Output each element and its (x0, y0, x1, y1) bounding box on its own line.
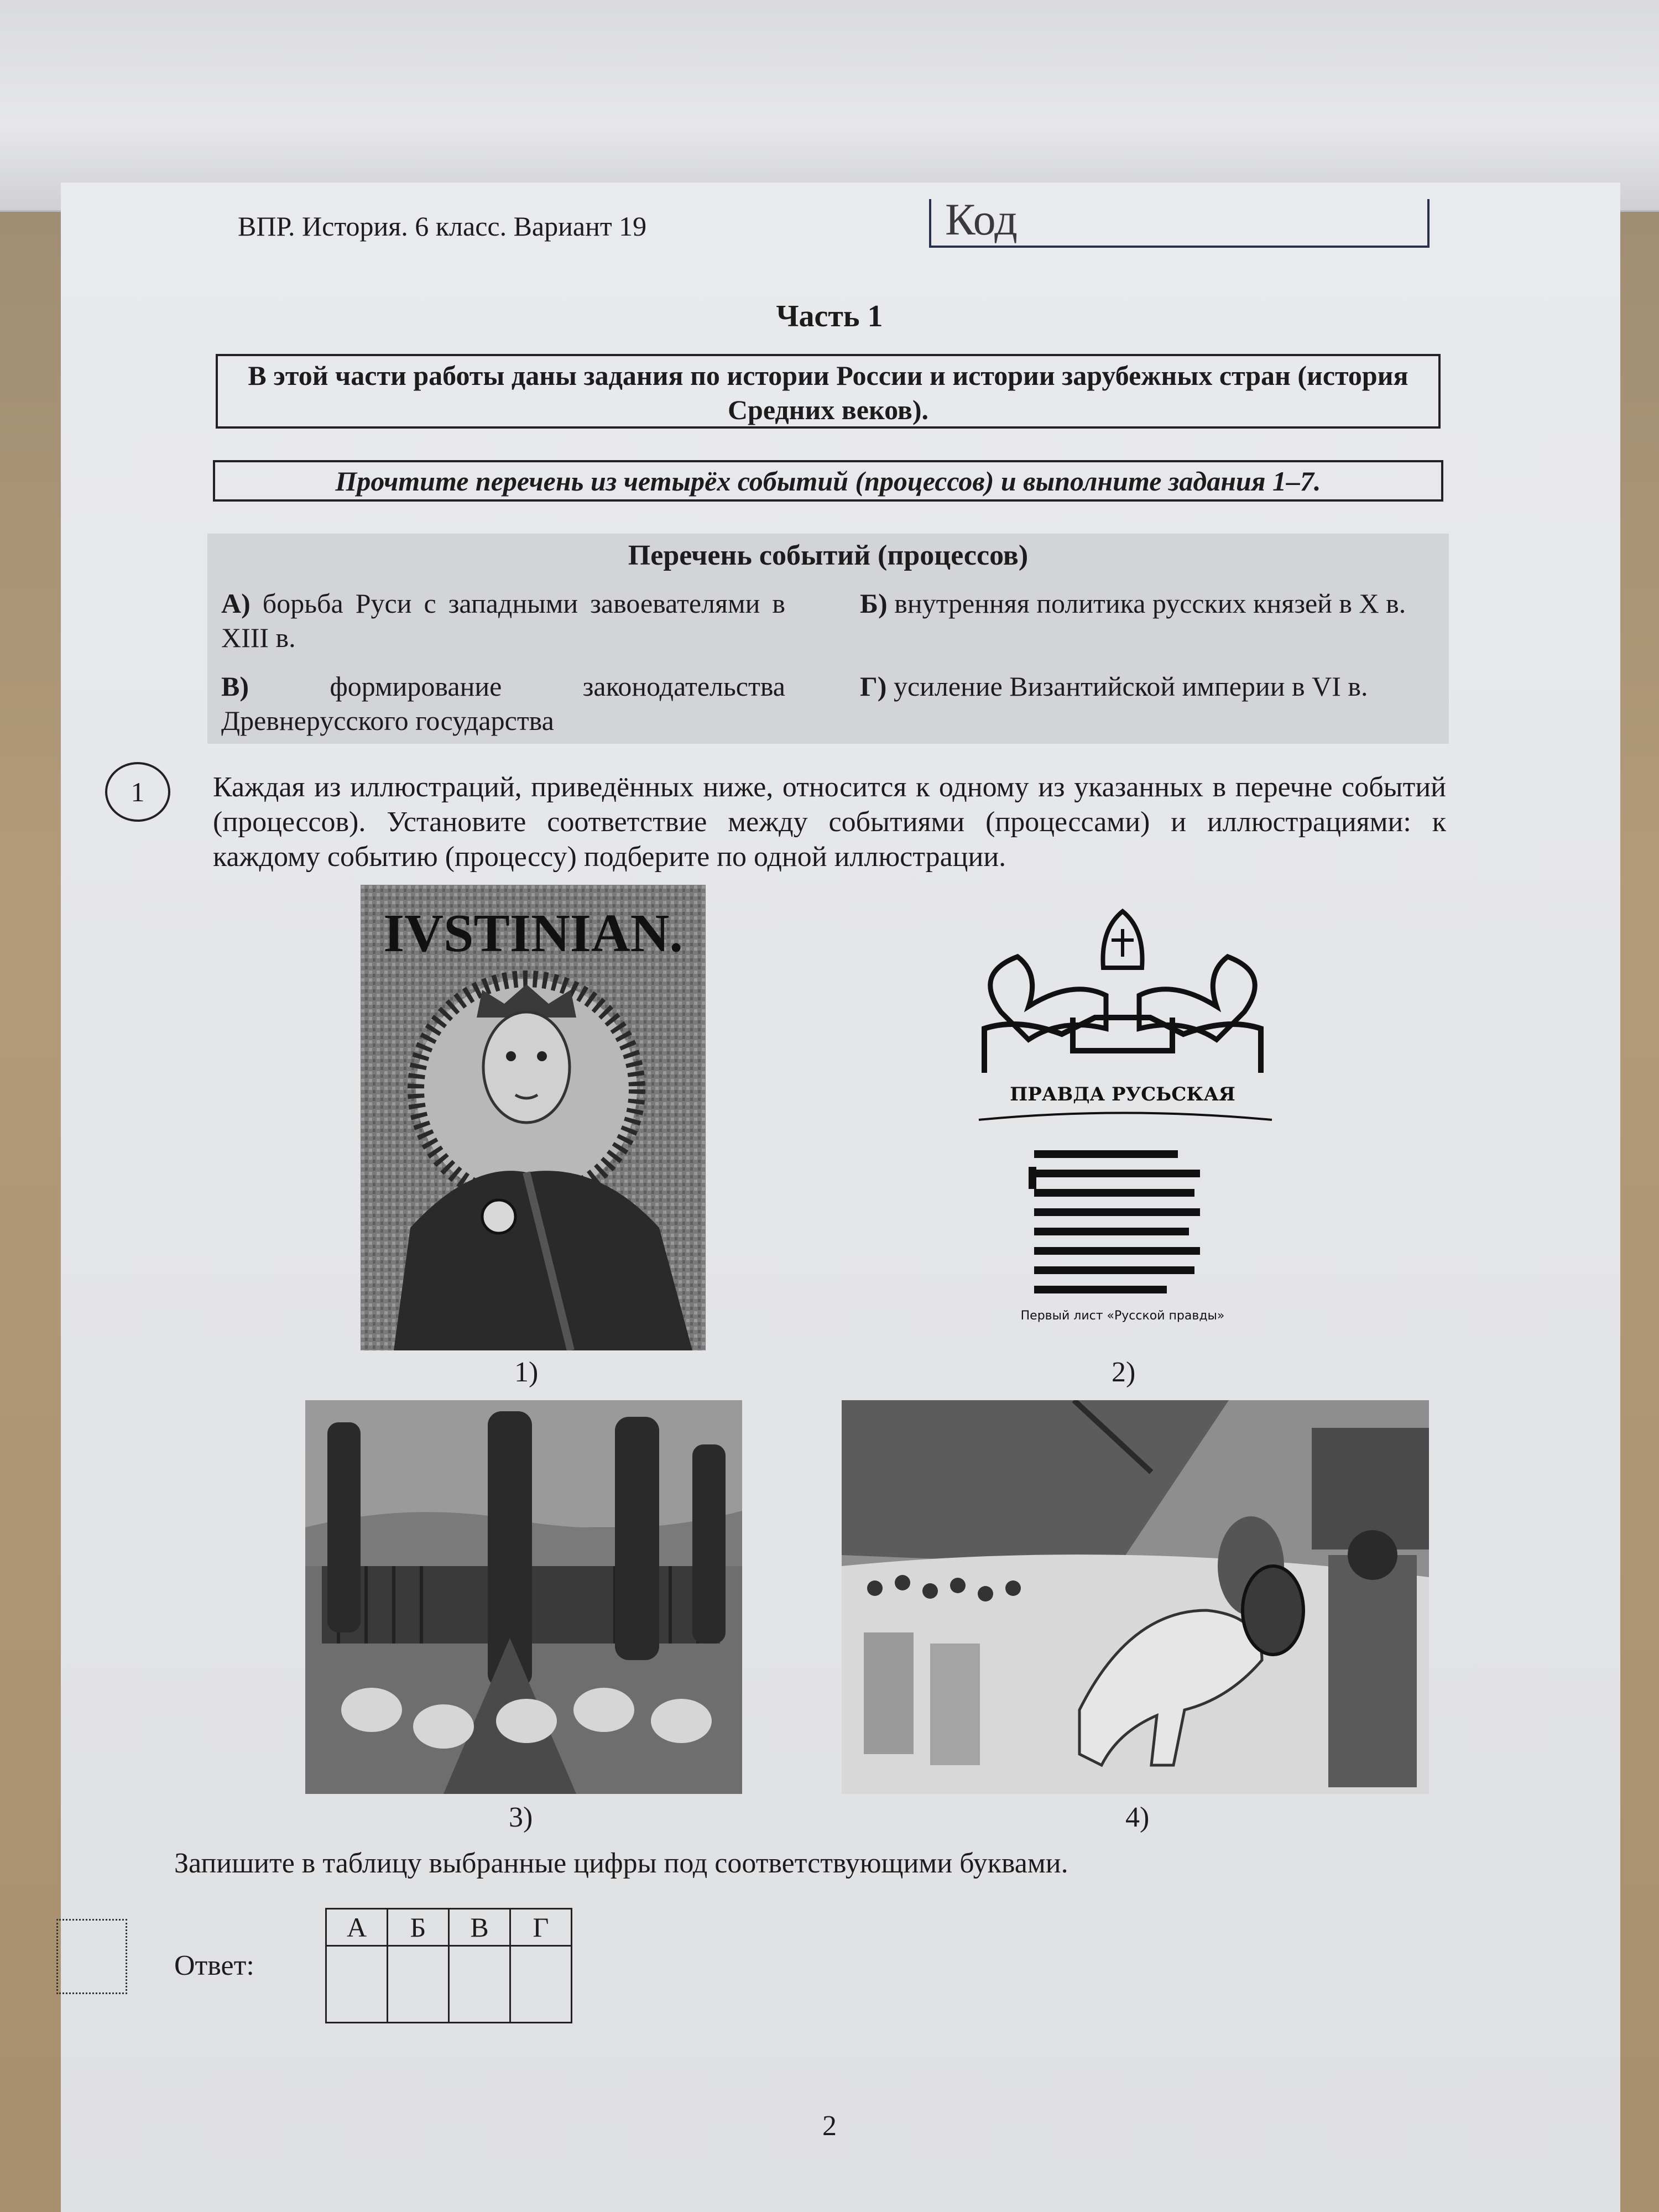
answer-column-b: Б (388, 1909, 449, 1946)
battle-scene-image (842, 1400, 1429, 1794)
pravda-caption: Первый лист «Русской правды» (1020, 1309, 1225, 1323)
event-letter: Б) (860, 588, 888, 619)
answer-column-v: В (449, 1909, 510, 1946)
event-text: борьба Руси с западными завоевателями в XIII в. (221, 588, 786, 653)
answer-cell-b[interactable] (388, 1946, 449, 2023)
illustration-caption-4: 4) (1125, 1802, 1150, 1833)
question-number: 1 (105, 762, 170, 822)
pravda-title: ПРАВДА РУСЬСКАЯ (1010, 1083, 1235, 1105)
answer-cell-g[interactable] (510, 1946, 572, 2023)
event-letter: В) (221, 671, 249, 702)
event-letter: Г) (860, 671, 887, 702)
events-list (207, 534, 1449, 744)
score-box[interactable] (56, 1919, 127, 1994)
illustration-caption-2: 2) (1112, 1357, 1136, 1388)
event-a (221, 586, 785, 655)
justinian-inscription: IVSTINIAN. (383, 904, 683, 963)
illustration-justinian-mosaic (361, 885, 706, 1350)
instruction-box: Прочтите перечень из четырёх событий (процессов) и выполните задания 1–7. (213, 460, 1443, 502)
answer-column-a: А (326, 1909, 388, 1946)
event-text: внутренняя политика русских князей в X в. (894, 588, 1406, 619)
event-text: усиление Византийской империи в VI в. (893, 671, 1368, 702)
justinian-mosaic-image (361, 885, 706, 1350)
answer-instruction: Запишите в таблицу выбранные цифры под соответствующими буквами. (174, 1848, 1068, 1879)
question-text: Каждая из иллюстраций, приведённых ниже, относится к одному из указанных в перечне событий (процессов). Установите соответствие между событиями (процессами) и иллюстрациями: к каждому событию (процессу) подберите по одной иллюстрации. (213, 771, 1446, 873)
illustration-battle-scene (842, 1400, 1429, 1794)
event-v (221, 669, 785, 738)
exam-title: ВПР. История. 6 класс. Вариант 19 (238, 211, 647, 242)
answer-column-g: Г (510, 1909, 572, 1946)
answer-table (325, 1908, 572, 2023)
event-text: формирование законодательства Древнерусского государства (221, 671, 785, 736)
event-g (860, 669, 1446, 703)
answer-label: Ответ: (174, 1950, 254, 1981)
illustration-caption-1: 1) (514, 1357, 539, 1388)
answer-cell-a[interactable] (326, 1946, 388, 2023)
illustration-caption-3: 3) (509, 1802, 533, 1833)
page-number: 2 (822, 2110, 837, 2142)
event-b (860, 586, 1446, 620)
event-letter: А) (221, 588, 251, 619)
illustration-pagan-idols (305, 1400, 742, 1794)
part-title: Часть 1 (776, 299, 883, 333)
events-title: Перечень событий (процессов) (628, 540, 1029, 571)
answer-cell-v[interactable] (449, 1946, 510, 2023)
code-label: Код (945, 194, 1018, 244)
illustration-russkaya-pravda (962, 907, 1283, 1327)
russkaya-pravda-image (962, 907, 1283, 1327)
part-intro-box: В этой части работы даны задания по истории России и истории зарубежных стран (история Средних веков). (216, 354, 1441, 429)
booklet-previous-page (0, 0, 1659, 212)
pagan-idols-image (305, 1400, 742, 1794)
code-box[interactable] (929, 194, 1430, 248)
